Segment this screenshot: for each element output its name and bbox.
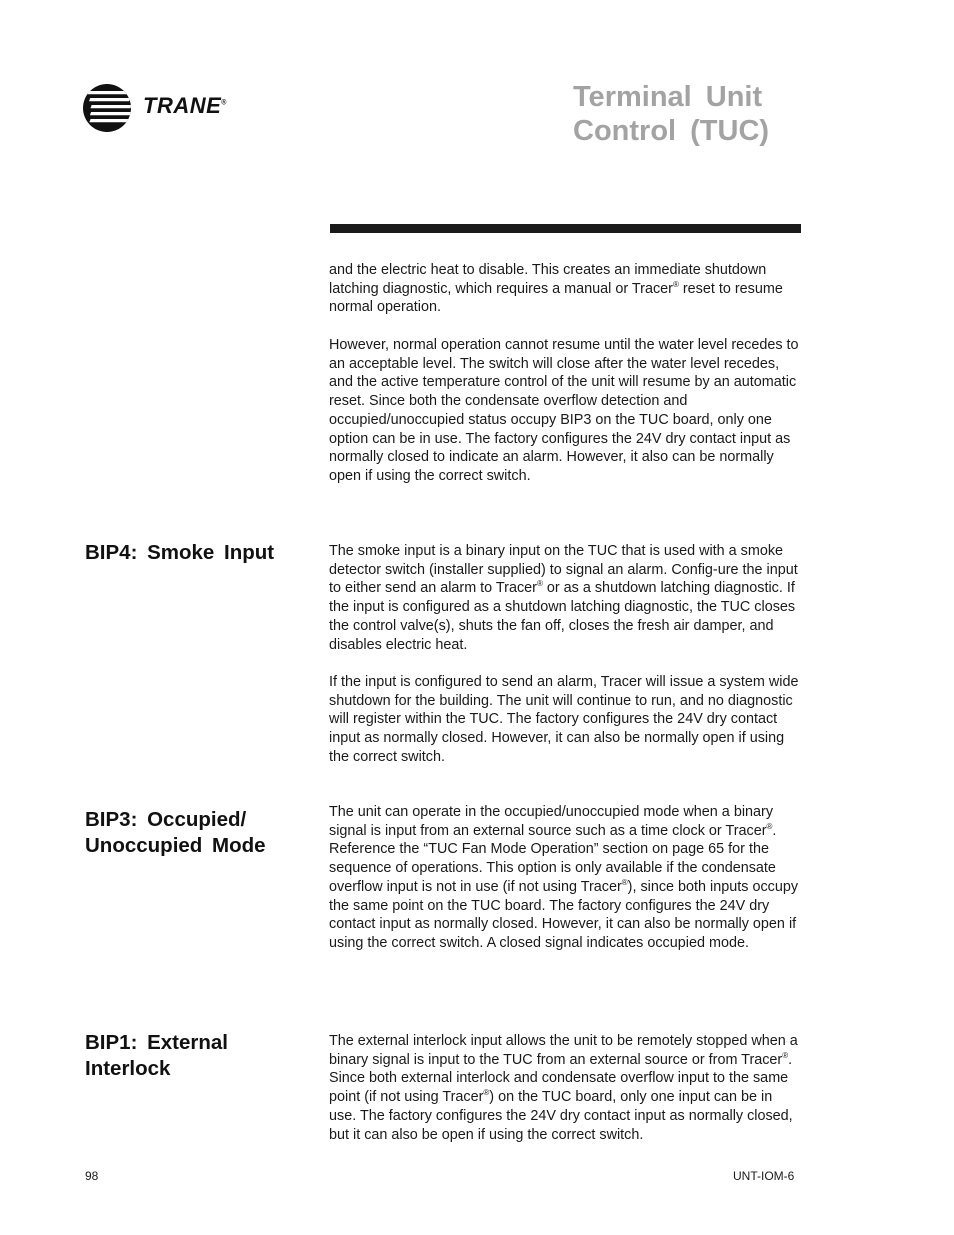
brand-wordmark xyxy=(143,93,227,119)
bip1-heading-line-2: Interlock xyxy=(85,1057,171,1080)
registered-mark: ® xyxy=(672,279,679,289)
bip4-paragraph-2 xyxy=(329,673,799,767)
page-number: 98 xyxy=(85,1169,99,1183)
bip4-paragraph-1 xyxy=(329,542,799,654)
brand-name: TRANE xyxy=(143,93,222,118)
registered-mark: ® xyxy=(483,1088,490,1098)
registered-mark: ® xyxy=(536,579,543,589)
brand-registered-mark: ® xyxy=(221,99,227,107)
header-rule xyxy=(330,224,801,233)
document-title-line-2: Control (TUC) xyxy=(573,115,770,147)
bip1-heading-line-1: BIP1: External xyxy=(85,1031,228,1054)
bip3-text-c: ), since both inputs occupy the same point on the TUC board. The factory configures the 24V dry contact input as normally closed. However, it can also be normally open if using the correct switch. A closed signal indicates occupied mode. xyxy=(329,878,799,951)
bip4-p1-text-b: or as a shutdown latching diagnostic. If the input is configured as a shutdown latching diagnostic, the TUC closes the control valve(s), shuts the fan off, closes the fresh air damper, and disables electric heat. xyxy=(329,580,796,653)
document-title-line-1: Terminal Unit xyxy=(573,81,763,113)
bip4-p2-text: If the input is configured to send an alarm, Tracer will issue a system wide shutdown for the building. The unit will continue to run, and no diagnostic will register within the TUC. The factory configures the 24V dry contact input as normally closed. However, it can also be normally open if using the correct switch. xyxy=(329,674,799,765)
bip4-heading-text: BIP4: Smoke Input xyxy=(85,541,275,564)
bip1-text-c: ) on the TUC board, only one input can be in use. The factory configures the 24V dry contact input as normally closed, but it can also be open if using the correct switch. xyxy=(329,1089,793,1143)
registered-mark: ® xyxy=(766,821,773,831)
bip4-p1-text-a: The smoke input is a binary input on the TUC that is used with a smoke detector switch (installer supplied) to signal an alarm. Config-ure the input to either send an alarm to Tracer xyxy=(329,543,798,597)
intro-paragraph-2 xyxy=(329,336,799,486)
bip1-paragraph xyxy=(329,1032,799,1144)
section-heading-bip4 xyxy=(85,540,325,566)
bip3-text-a: The unit can operate in the occupied/unoccupied mode when a binary signal is input from an external source such as a time clock or Tracer xyxy=(329,804,774,839)
registered-mark: ® xyxy=(782,1050,789,1060)
intro-paragraph-1 xyxy=(329,261,799,317)
document-title xyxy=(573,80,873,148)
document-code: UNT-IOM-6 xyxy=(733,1169,795,1183)
bip3-heading-line-2: Unoccupied Mode xyxy=(85,834,266,857)
bip1-text-a: The external interlock input allows the unit to be remotely stopped when a binary signal is input to the TUC from an external source or from Tracer xyxy=(329,1033,798,1068)
trane-globe-icon xyxy=(82,82,134,134)
intro-p1-text-b: reset to resume normal operation. xyxy=(329,280,783,316)
section-heading-bip1 xyxy=(85,1030,325,1082)
bip3-text-b: . Reference the “TUC Fan Mode Operation” section on page 65 for the sequence of operations. This option is only available if the condensate overflow input is not in use (if not using Tracer xyxy=(329,822,777,895)
bip1-text-b: . Since both external interlock and condensate overflow input to the same point (if not using Tracer xyxy=(329,1051,793,1106)
intro-p1-text-a: and the electric heat to disable. This creates an immediate shutdown latching diagnostic, which requires a manual or Tracer xyxy=(329,262,767,297)
bip3-heading-line-1: BIP3: Occupied/ xyxy=(85,808,247,831)
bip3-paragraph xyxy=(329,803,799,953)
registered-mark: ® xyxy=(621,878,628,888)
section-heading-bip3 xyxy=(85,807,325,859)
intro-p2-text: However, normal operation cannot resume until the water level recedes to an acceptable level. The switch will close after the water level recedes, and the active temperature control of the unit will resume by an automatic reset. Since both the condensate overflow detection and occupied/unoccupied status occupy BIP3 on the TUC board, only one option can be in use. The factory configures the 24V dry contact input as normally closed to indicate an alarm. However, it also can be normally open if using the correct switch. xyxy=(329,337,799,484)
